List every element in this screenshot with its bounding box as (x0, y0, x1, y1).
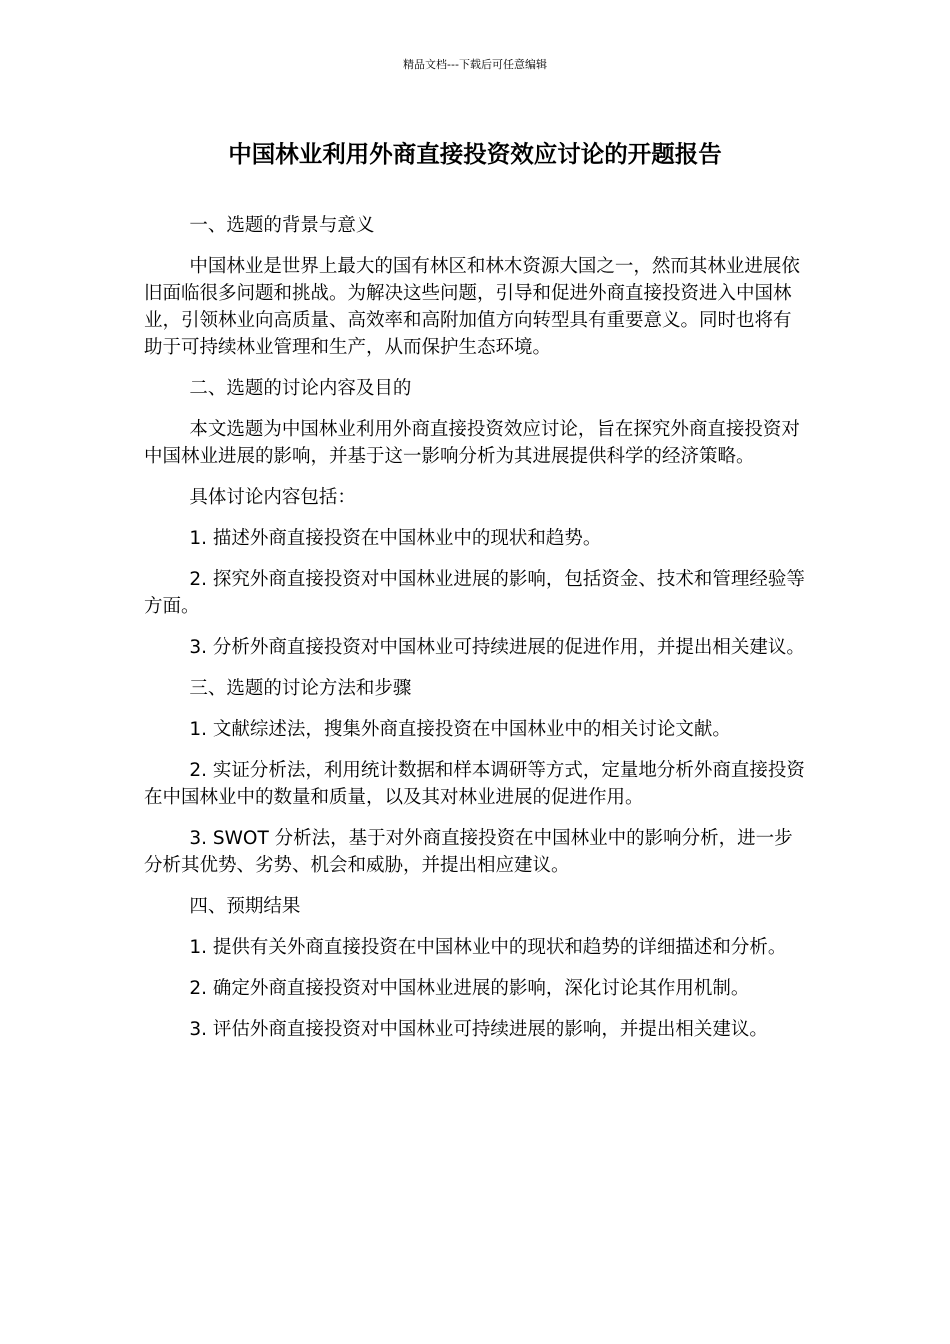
content-item-2: 2. 探究外商直接投资对中国林业进展的影响，包括资金、技术和管理经验等方面。 (144, 569, 805, 617)
section-heading-results: 四、预期结果 (189, 896, 301, 917)
paragraph-purpose: 本文选题为中国林业利用外商直接投资效应讨论，旨在探究外商直接投资对中国林业进展的影响，并基于这一影响分析为其进展提供科学的经济策略。 (144, 419, 800, 467)
paragraph-content-intro: 具体讨论内容包括： (189, 487, 356, 508)
method-item-2: 2. 实证分析法，利用统计数据和样本调研等方式，定量地分析外商直接投资在中国林业中的数量和质量，以及其对林业进展的促进作用。 (144, 760, 805, 808)
content-item-1: 1. 描述外商直接投资在中国林业中的现状和趋势。 (189, 528, 602, 549)
document-title: 中国林业利用外商直接投资效应讨论的开题报告 (228, 140, 722, 168)
paragraph-background: 中国林业是世界上最大的国有林区和林木资源大国之一，然而其林业进展依旧面临很多问题和挑战。为解决这些问题，引导和促进外商直接投资进入中国林业，引领林业向高质量、高效率和高附加值方向转型具有重要意义。同时也将有助于可持续林业管理和生产，从而保护生态环境。 (144, 256, 800, 358)
result-item-1: 1. 提供有关外商直接投资在中国林业中的现状和趋势的详细描述和分析。 (189, 937, 787, 958)
result-item-2: 2. 确定外商直接投资对中国林业进展的影响，深化讨论其作用机制。 (189, 978, 750, 999)
result-item-3: 3. 评估外商直接投资对中国林业可持续进展的影响，并提出相关建议。 (189, 1019, 768, 1040)
header-note: 精品文档---下载后可任意编辑 (403, 58, 547, 71)
method-item-1: 1. 文献综述法，搜集外商直接投资在中国林业中的相关讨论文献。 (189, 719, 731, 740)
document-body (144, 212, 808, 1057)
method-item-3: 3. SWOT 分析法，基于对外商直接投资在中国林业中的影响分析，进一步分析其优势、劣势、机会和威胁，并提出相应建议。 (144, 828, 793, 876)
section-heading-methods: 三、选题的讨论方法和步骤 (189, 678, 412, 699)
section-heading-content: 二、选题的讨论内容及目的 (189, 378, 412, 399)
content-item-3: 3. 分析外商直接投资对中国林业可持续进展的促进作用，并提出相关建议。 (189, 637, 805, 658)
section-heading-background: 一、选题的背景与意义 (189, 215, 375, 236)
